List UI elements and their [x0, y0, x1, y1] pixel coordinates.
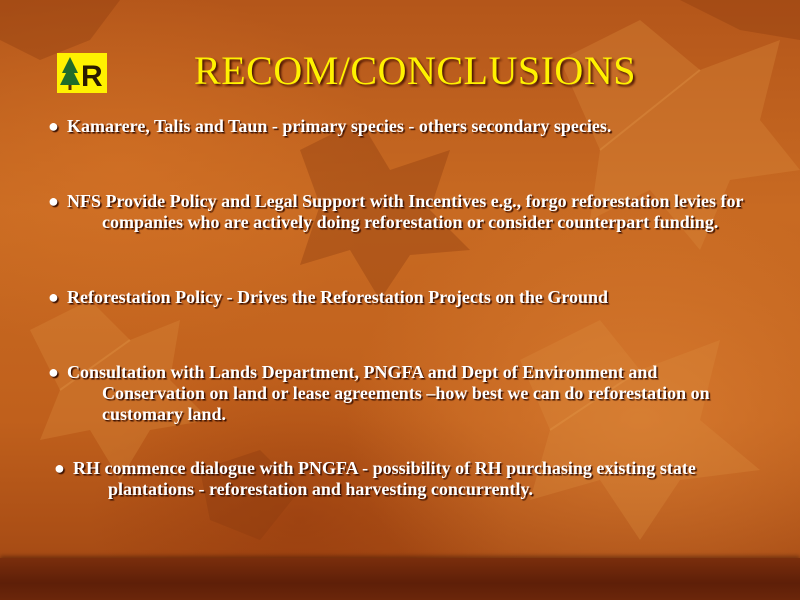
bullet-text: Kamarere, Talis and Taun - primary species - others secondary species.	[67, 116, 612, 136]
bullet-icon: ●	[48, 287, 59, 307]
bullet-icon: ●	[48, 116, 59, 136]
bullet-item	[48, 191, 748, 233]
bullet-item	[48, 116, 748, 137]
bullet-text: NFS Provide Policy and Legal Support with Incentives e.g., forgo reforestation levies for companies who are actively doing reforestation or consider counterpart funding.	[67, 191, 744, 232]
bullet-icon: ●	[54, 458, 65, 478]
bullet-text: Consultation with Lands Department, PNGFA and Dept of Environment and Conservation on land or lease agreements –how best we can do reforestation on customary land.	[67, 362, 710, 424]
slide-title: RECOM/CONCLUSIONS	[194, 48, 636, 93]
logo-letter: R	[81, 60, 103, 93]
bullet-list	[48, 116, 748, 556]
bullet-icon: ●	[48, 362, 59, 382]
bullet-icon: ●	[48, 191, 59, 211]
bullet-item	[48, 362, 748, 425]
bullet-item	[54, 458, 754, 500]
bullet-text: Reforestation Policy - Drives the Reforestation Projects on the Ground	[67, 287, 609, 307]
bullet-item	[48, 287, 748, 308]
bottom-band	[0, 558, 800, 600]
bullet-text: RH commence dialogue with PNGFA - possibility of RH purchasing existing state plantations - reforestation and harvesting concurrently.	[73, 458, 696, 499]
tree-logo-icon	[57, 53, 107, 93]
